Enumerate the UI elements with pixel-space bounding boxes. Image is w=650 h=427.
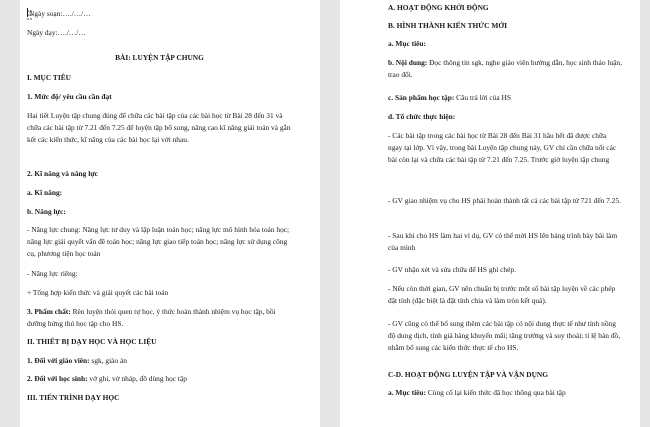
teach-date-line[interactable]: Ngày dạy:…./…/… xyxy=(27,28,86,37)
requirement-level-heading[interactable]: 1. Mức độ/ yêu cầu cần đạt xyxy=(27,92,112,101)
paragraph-supplementary[interactable]: - GV cũng có thể bổ sung thêm các bài tập có nội dung thực tế như tính nồng độ dung dịch, tính giá hàng khuyến mãi; tăng trưởng và suy thoái; tỉ lệ bản đồ, nhằm bổ sung các kiến thức thực tế cho HS. xyxy=(388,319,621,352)
content-paragraph[interactable]: b. Nội dung: Đọc thông tin sgk, nghe giáo viên hướng dẫn, học sinh thảo luận, trao đổi. xyxy=(388,58,622,79)
section-objectives-heading[interactable]: I. MỤC TIÊU xyxy=(27,73,72,82)
synthesis-line[interactable]: + Tổng hợp kiến thức và giải quyết các bài toán xyxy=(27,288,169,297)
paragraph-present-work[interactable]: - Sau khi cho HS làm hai ví dụ, GV có thể mời HS lên bảng trình bày bài làm của mình xyxy=(388,231,618,252)
implementation-label[interactable]: d. Tổ chức thực hiện: xyxy=(388,112,456,121)
requirement-level-paragraph[interactable]: Hai tiết Luyện tập chung đúng để chữa các bài tập của các bài học từ Bài 28 đến 31 và chữa các bài tập từ 7.21 đến 7.25 để luyện tập bổ sung, nâng cao kĩ năng giải toán và gắn kết các kiến thức, kĩ năng của các bài học lại với nhau. xyxy=(27,111,291,144)
student-materials-line[interactable]: 2. Đối với học sinh: vở ghi, vở nháp, đồ dùng học tập xyxy=(27,374,187,383)
learning-product-line[interactable]: c. Sản phẩm học tập: Câu trả lời của HS xyxy=(388,93,511,102)
qualities-paragraph[interactable]: 3. Phẩm chất: Rèn luyện thói quen tự học, ý thức hoàn thành nhiệm vụ học tập, bồi dưỡng hứng thú học tập cho HS. xyxy=(27,307,276,328)
document-page-right[interactable] xyxy=(340,0,640,427)
competency-subheading[interactable]: b. Năng lực: xyxy=(27,207,66,216)
prep-date-line[interactable]: Ngày soạn:…./…/… xyxy=(29,9,91,18)
practice-application-heading[interactable]: C-D. HOẠT ĐỘNG LUYỆN TẬP VÀ VẬN DỤNG xyxy=(388,370,549,379)
warmup-activity-heading[interactable]: A. HOẠT ĐỘNG KHỞI ĐỘNG xyxy=(388,3,489,12)
document-page-left[interactable] xyxy=(20,0,320,427)
specific-competency-line[interactable]: - Năng lực riêng: xyxy=(27,269,78,278)
practice-objective-line[interactable]: a. Mục tiêu: Củng cố lại kiến thức đã học thông qua bài tập xyxy=(388,388,566,397)
teacher-materials-line[interactable]: 1. Đối với giáo viên: sgk, giáo án xyxy=(27,356,127,365)
general-competency-paragraph[interactable]: - Năng lực chung: Năng lực tư duy và lập luận toán học; năng lực mô hình hóa toán học; năng lực giải quyết vấn đề toán học; năng lực giao tiếp toán học; năng lực sử dụng công cụ, phương tiện học toán xyxy=(27,225,290,258)
text-cursor xyxy=(27,8,28,17)
new-knowledge-heading[interactable]: B. HÌNH THÀNH KIẾN THỨC MỚI xyxy=(388,21,507,30)
paragraph-assign-tasks[interactable]: - GV giao nhiệm vụ cho HS phải hoàn thành tất cả các bài tập từ 721 đến 7.25. xyxy=(388,196,621,205)
paragraph-feedback[interactable]: - GV nhận xét và sửa chữa để HS ghi chép. xyxy=(388,265,516,274)
paragraph-review-exercises[interactable]: - Các bài tập trong các bài học từ Bài 28 đến Bài 31 hầu hết đã được chữa ngay tại lớp. Vì vậy, trong bài Luyện tập chung này, GV chỉ cần chữa nốt các bài còn lại và chữa các bài tập từ 7.21 đến 7.25. Trước giờ luyện tập chung xyxy=(388,131,617,164)
objective-label[interactable]: a. Mục tiêu: xyxy=(388,39,426,48)
paragraph-extra-time[interactable]: - Nếu còn thời gian, GV nên chuẩn bị trước một số bài tập luyện về các phép đặt tính (đặc biệt là đặt tính chia và làm tròn kết quả). xyxy=(388,284,616,305)
lesson-title[interactable]: BÀI: LUYỆN TẬP CHUNG xyxy=(115,53,204,62)
skills-subheading[interactable]: a. Kĩ năng: xyxy=(27,188,63,197)
teaching-process-heading[interactable]: III. TIẾN TRÌNH DẠY HỌC xyxy=(27,393,120,402)
equipment-heading[interactable]: II. THIẾT BỊ DẠY HỌC VÀ HỌC LIỆU xyxy=(27,337,157,346)
skills-competency-heading[interactable]: 2. Kĩ năng và năng lực xyxy=(27,169,98,178)
